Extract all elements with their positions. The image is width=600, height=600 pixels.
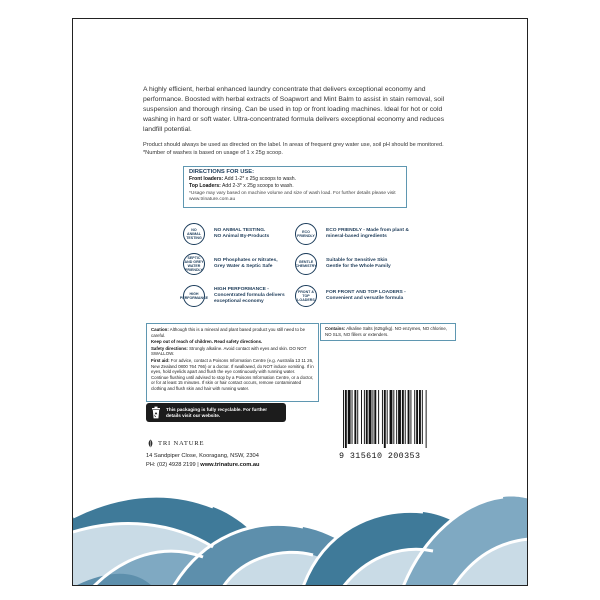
phone-number: PH: (02) 4928 2199	[146, 461, 196, 468]
directions-box	[183, 166, 407, 208]
caution-box	[146, 323, 319, 402]
barcode-bar	[348, 390, 351, 444]
first-aid-label: First aid:	[151, 357, 170, 363]
feature-text	[326, 290, 406, 302]
product-back-label	[72, 18, 528, 586]
first-aid-text: For advice, contact a Poisons Information Centre (e.g. Australia 13 11 26, New Zealand 0800 764 766) or a doctor. If swallowed, do NOT induce vomiting. If in eyes, hold eyelids apart and flush the eye continuously with running water. Continue flushing until advised to stop by a Poisons Information Centre, or a doctor, or for at least 15 minutes. If skin or hair contact occurs, remove contaminated clothing and flush skin and hair with running water.	[151, 357, 314, 391]
keep-out-text: Keep out of reach of children. Read safety directions.	[151, 339, 263, 345]
contains-text: Alkaline Salts (625g/kg). NO enzymes, NO chlorine, NO SLS, NO fillers or extenders.	[325, 326, 448, 337]
caution-label: Caution:	[151, 327, 169, 332]
high-performance-icon: HIGH PERFORMANCE	[183, 285, 205, 307]
usage-variation-note: *Usage may vary based on machine volume and size of wash load. For further details please visit www.trinature.com.au	[189, 191, 396, 202]
feature-line: exceptional economy	[214, 299, 264, 304]
barcode-bar	[387, 390, 388, 444]
barcode-bar	[374, 390, 376, 444]
barcode-bar	[366, 390, 368, 444]
wash-count-note: *Number of washes is based on usage of 1 x 25g scoop.	[143, 150, 283, 156]
front-loaders-text: Add 1-2* x 25g scoops to wash.	[224, 176, 297, 182]
brand-block	[146, 439, 204, 448]
leaf-logo-icon	[146, 439, 155, 448]
feature-high-performance	[179, 285, 285, 307]
grey-water-note: Product should always be used as directed on the label. In areas of frequent grey water use, soil pH should be monitored.	[143, 142, 444, 148]
feature-line: NO Phosphates or Nitrates,	[214, 258, 278, 263]
barcode-bar	[396, 390, 397, 444]
recycle-text: This packaging is fully recyclable. For further details visit our website.	[166, 406, 268, 418]
feature-text	[214, 258, 278, 270]
contains-label: Contains:	[325, 326, 346, 331]
barcode-bar	[354, 390, 356, 444]
barcode-bar	[369, 390, 372, 444]
feature-grey-water-safe	[183, 253, 278, 275]
feature-line: Concentrated formula delivers	[214, 293, 285, 298]
feature-line: Gentle for the Whole Family	[326, 264, 391, 269]
feature-line: Convenient and versatile formula	[326, 296, 404, 301]
feature-line: NO ANIMAL TESTING.	[214, 228, 266, 233]
company-address	[146, 452, 260, 469]
first-aid-line	[151, 358, 314, 392]
front-loaders-line	[189, 176, 401, 183]
feature-line: Suitable for Sensitive Skin	[326, 258, 388, 263]
barcode-bar	[378, 390, 379, 444]
top-loaders-label: Top Loaders:	[189, 183, 221, 189]
barcode-bar	[422, 390, 423, 444]
gentle-chemistry-icon: GENTLE CHEMISTRY	[295, 253, 317, 275]
safety-label: Safety directions:	[151, 345, 188, 351]
caution-text: Although this is a mineral and plant based product you still need to be careful.	[151, 327, 306, 338]
feature-text	[326, 228, 409, 240]
recycle-banner	[146, 403, 286, 422]
barcode-bar	[410, 390, 411, 444]
barcode-bar	[343, 390, 344, 448]
barcode-bar	[382, 390, 383, 444]
safety-text: Strongly alkaline. Avoid contact with eyes and skin. DO NOT SWALLOW.	[151, 345, 307, 357]
barcode-bar	[345, 390, 347, 448]
barcode-bar	[393, 390, 394, 444]
feature-line: HIGH PERFORMANCE -	[214, 287, 269, 292]
barcode-bar	[361, 390, 362, 444]
barcode-bar	[390, 390, 393, 444]
barcode-bar	[408, 390, 410, 444]
safety-line	[151, 346, 314, 357]
feature-line: mineral-based ingredients	[326, 234, 387, 239]
barcode-bar	[419, 390, 421, 444]
barcode-number: 9 315610 200353	[339, 451, 421, 461]
product-description: A highly efficient, herbal enhanced laundry concentrate that delivers exceptional economy and performance. Boosted with herbal extracts of Soapwort and Mint Balm to assist in stain removal, soil suspension and thorough rinsing. Can be used in top or front loading machines. Ideal for hot or cold washing in hard or soft water. Ultra-concentrated formula delivers exceptional economy and reduces landfill potential.	[143, 86, 445, 133]
barcode-bar	[372, 390, 373, 444]
leaf-pattern-graphic	[73, 477, 528, 586]
street-address: 14 Sandpiper Close, Kooragang, NSW, 2304	[146, 453, 259, 459]
barcode-bar	[416, 390, 418, 444]
separator: |	[195, 461, 201, 468]
barcode-bar	[402, 390, 404, 444]
feature-text	[214, 287, 285, 305]
usage-note	[143, 141, 473, 157]
top-loaders-text: Add 2-3* x 25g scoops to wash.	[222, 183, 294, 189]
feature-line: NO Animal By-Products	[214, 234, 270, 239]
barcode-bar	[426, 390, 427, 448]
feature-text	[326, 258, 391, 270]
barcode-bar	[384, 390, 386, 448]
barcode-bar	[398, 390, 401, 444]
directions-title: DIRECTIONS FOR USE:	[189, 169, 255, 175]
barcode-bar	[357, 390, 358, 444]
no-animal-testing-icon: NO ANIMAL TESTING	[183, 223, 205, 245]
feature-text	[214, 228, 269, 240]
feature-sensitive-skin	[295, 253, 391, 275]
recycle-bin-icon	[149, 406, 163, 420]
front-loaders-label: Front loaders:	[189, 176, 224, 182]
barcode-bar	[352, 390, 353, 444]
front-top-loaders-icon: FRONT & TOP LOADERS	[295, 285, 317, 307]
contact-line	[146, 461, 260, 470]
eco-friendly-icon: ECO FRIENDLY	[295, 223, 317, 245]
barcode	[341, 390, 455, 448]
contains-box	[320, 323, 456, 341]
barcode-bar	[414, 390, 415, 444]
feature-eco-friendly	[295, 223, 409, 245]
barcode-bar	[364, 390, 365, 444]
feature-front-top-loaders	[295, 285, 406, 307]
brand-name: TRI NATURE	[158, 440, 205, 447]
caution-line	[151, 327, 314, 338]
barcode-bar	[405, 390, 406, 444]
feature-line: Grey Water & Septic Safe	[214, 264, 273, 269]
website-link[interactable]: www.trinature.com.au	[200, 461, 260, 468]
grey-water-septic-icon: SEPTIC AND GREY WATER FRIENDLY	[183, 253, 205, 275]
feature-line: ECO FRIENDLY - Made from plant &	[326, 228, 409, 233]
top-loaders-line	[189, 183, 401, 190]
feature-no-animal-testing	[183, 223, 269, 245]
feature-line: FOR FRONT AND TOP LOADERS -	[326, 290, 406, 295]
keep-out-line	[151, 339, 314, 345]
